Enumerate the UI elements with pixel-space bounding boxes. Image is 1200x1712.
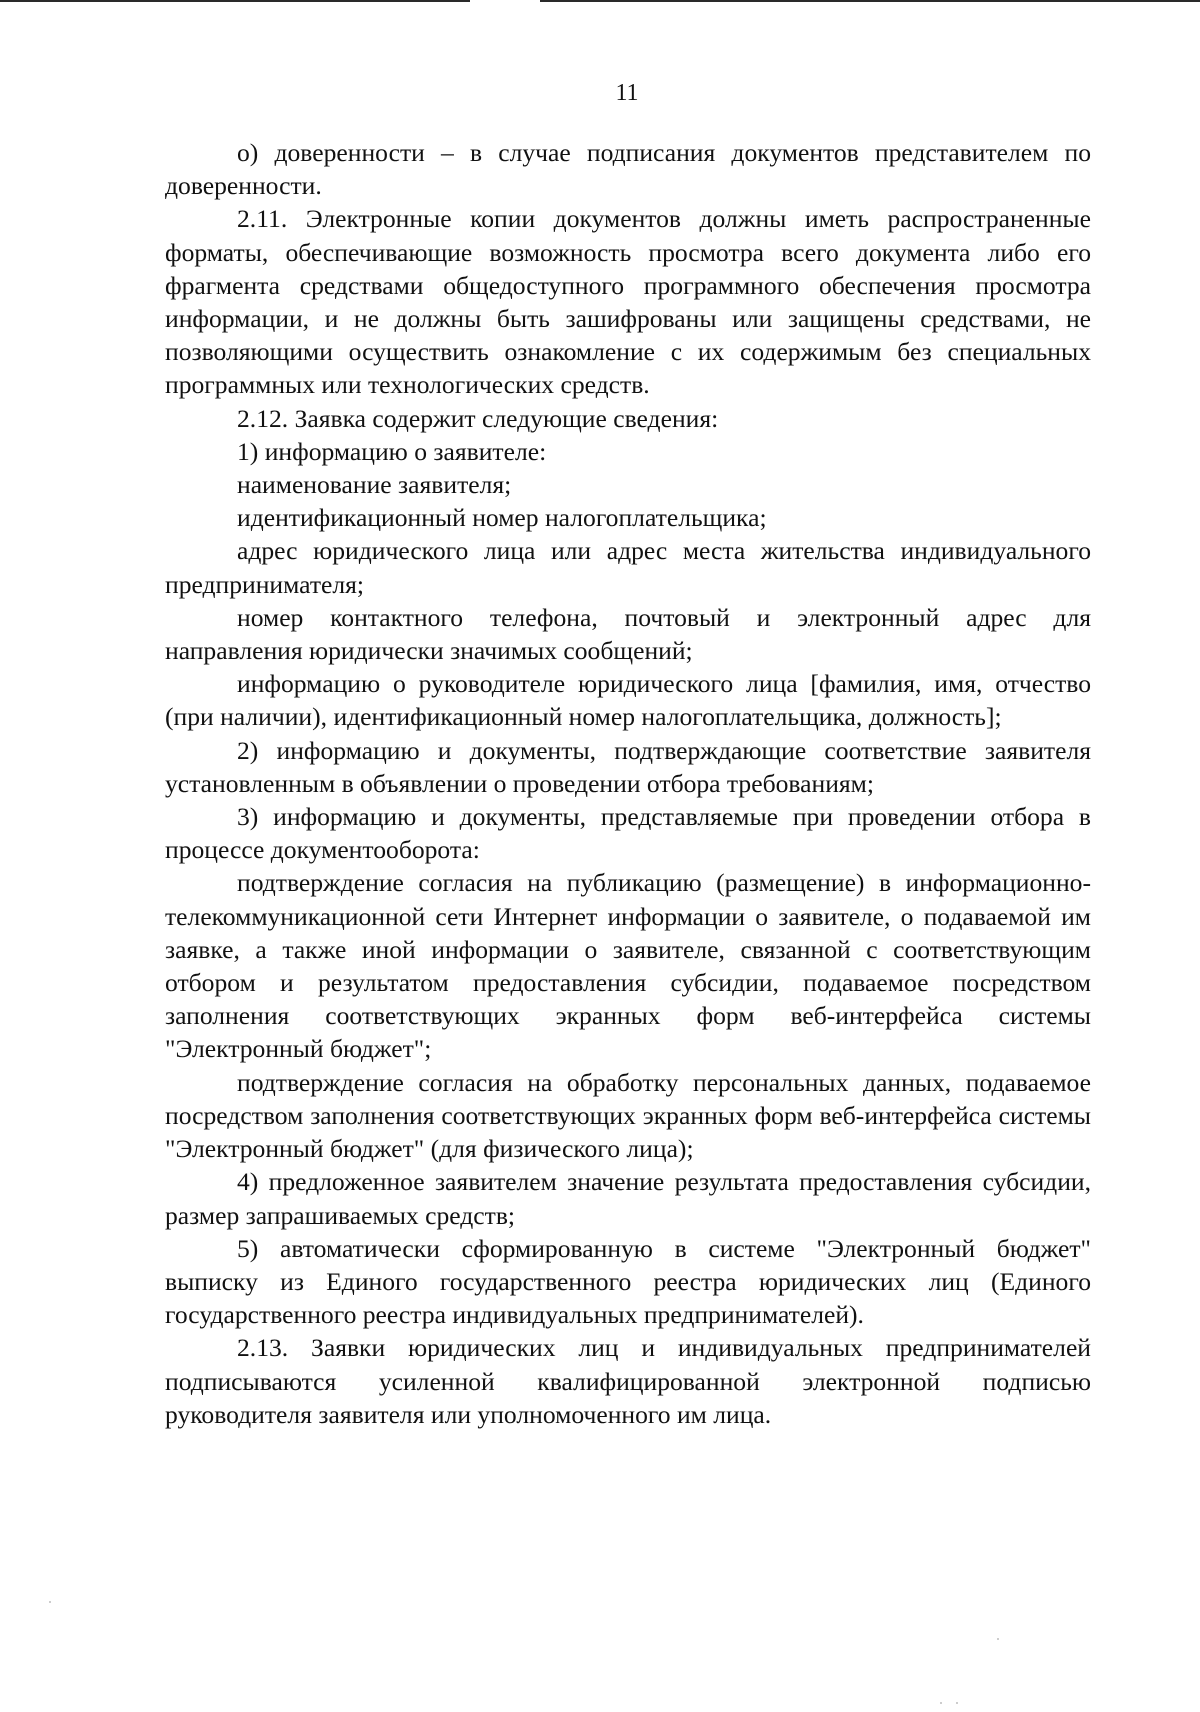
list-subitem-head-info: информацию о руководителе юридического лица [фамилия, имя, отчество (при наличии), идентификационный номер налогоплательщика, должность]; xyxy=(165,669,1091,732)
page-number: 11 xyxy=(615,80,639,106)
scan-speck xyxy=(956,1702,958,1704)
list-subitem-contacts: номер контактного телефона, почтовый и электронный адрес для направления юридически значимых сообщений; xyxy=(165,602,1091,666)
scan-edge-line xyxy=(0,0,1200,2)
list-item-5: 5) автоматически сформированную в системе "Электронный бюджет" выписку из Единого государственного реестра юридических лиц (Единого государственного реестра индивидуальных предпринимателей). xyxy=(165,1233,1091,1330)
list-item-4: 4) предложенное заявителем значение результата предоставления субсидии, размер запрашиваемых средств; xyxy=(165,1167,1091,1230)
paragraph-2-12: 2.12. Заявка содержит следующие сведения: xyxy=(237,403,719,433)
paragraph-item-o: о) доверенности – в случае подписания документов представителем по доверенности. xyxy=(165,138,1091,201)
document-body xyxy=(165,136,1091,1431)
scan-speck xyxy=(49,1601,51,1603)
list-subitem-personal-data-consent: подтверждение согласия на обработку персональных данных, подаваемое посредством заполнения соответствующих экранных форм веб-интерфейса системы "Электронный бюджет" (для физического лица); xyxy=(165,1067,1091,1164)
list-item-1: 1) информацию о заявителе: xyxy=(237,436,547,466)
scan-speck xyxy=(940,1702,942,1704)
list-subitem-applicant-name: наименование заявителя; xyxy=(237,470,512,500)
list-item-3: 3) информацию и документы, представляемые при проведении отбора в процессе документооборота: xyxy=(165,802,1091,865)
list-subitem-address: адрес юридического лица или адрес места жительства индивидуального предпринимателя; xyxy=(165,536,1091,599)
scan-speck xyxy=(997,1638,999,1640)
paragraph-2-13: 2.13. Заявки юридических лиц и индивидуальных предпринимателей подписываются усиленной квалифицированной электронной подписью руководителя заявителя или уполномоченного им лица. xyxy=(165,1333,1091,1429)
list-subitem-inn: идентификационный номер налогоплательщика; xyxy=(237,503,767,533)
paragraph-2-11: 2.11. Электронные копии документов должны иметь распространенные форматы, обеспечивающие возможность просмотра всего документа либо его фрагмента средствами общедоступного программного обеспечения просмотра информации, и не должны быть зашифрованы или защищены средствами, не позволяющими осуществить ознакомление с их содержимым без специальных программных или технологических средств. xyxy=(165,204,1091,400)
list-subitem-publication-consent: подтверждение согласия на публикацию (размещение) в информационно-телекоммуникационной сети Интернет информации о заявителе, о подаваемой им заявке, а также иной информации о заявителе, связанной с соответствующим отбором и результатом предоставления субсидии, подаваемое посредством заполнения соответствующих экранных форм веб-интерфейса системы "Электронный бюджет"; xyxy=(165,868,1091,1064)
list-item-2: 2) информацию и документы, подтверждающие соответствие заявителя установленным в объявлении о проведении отбора требованиям; xyxy=(165,735,1091,798)
